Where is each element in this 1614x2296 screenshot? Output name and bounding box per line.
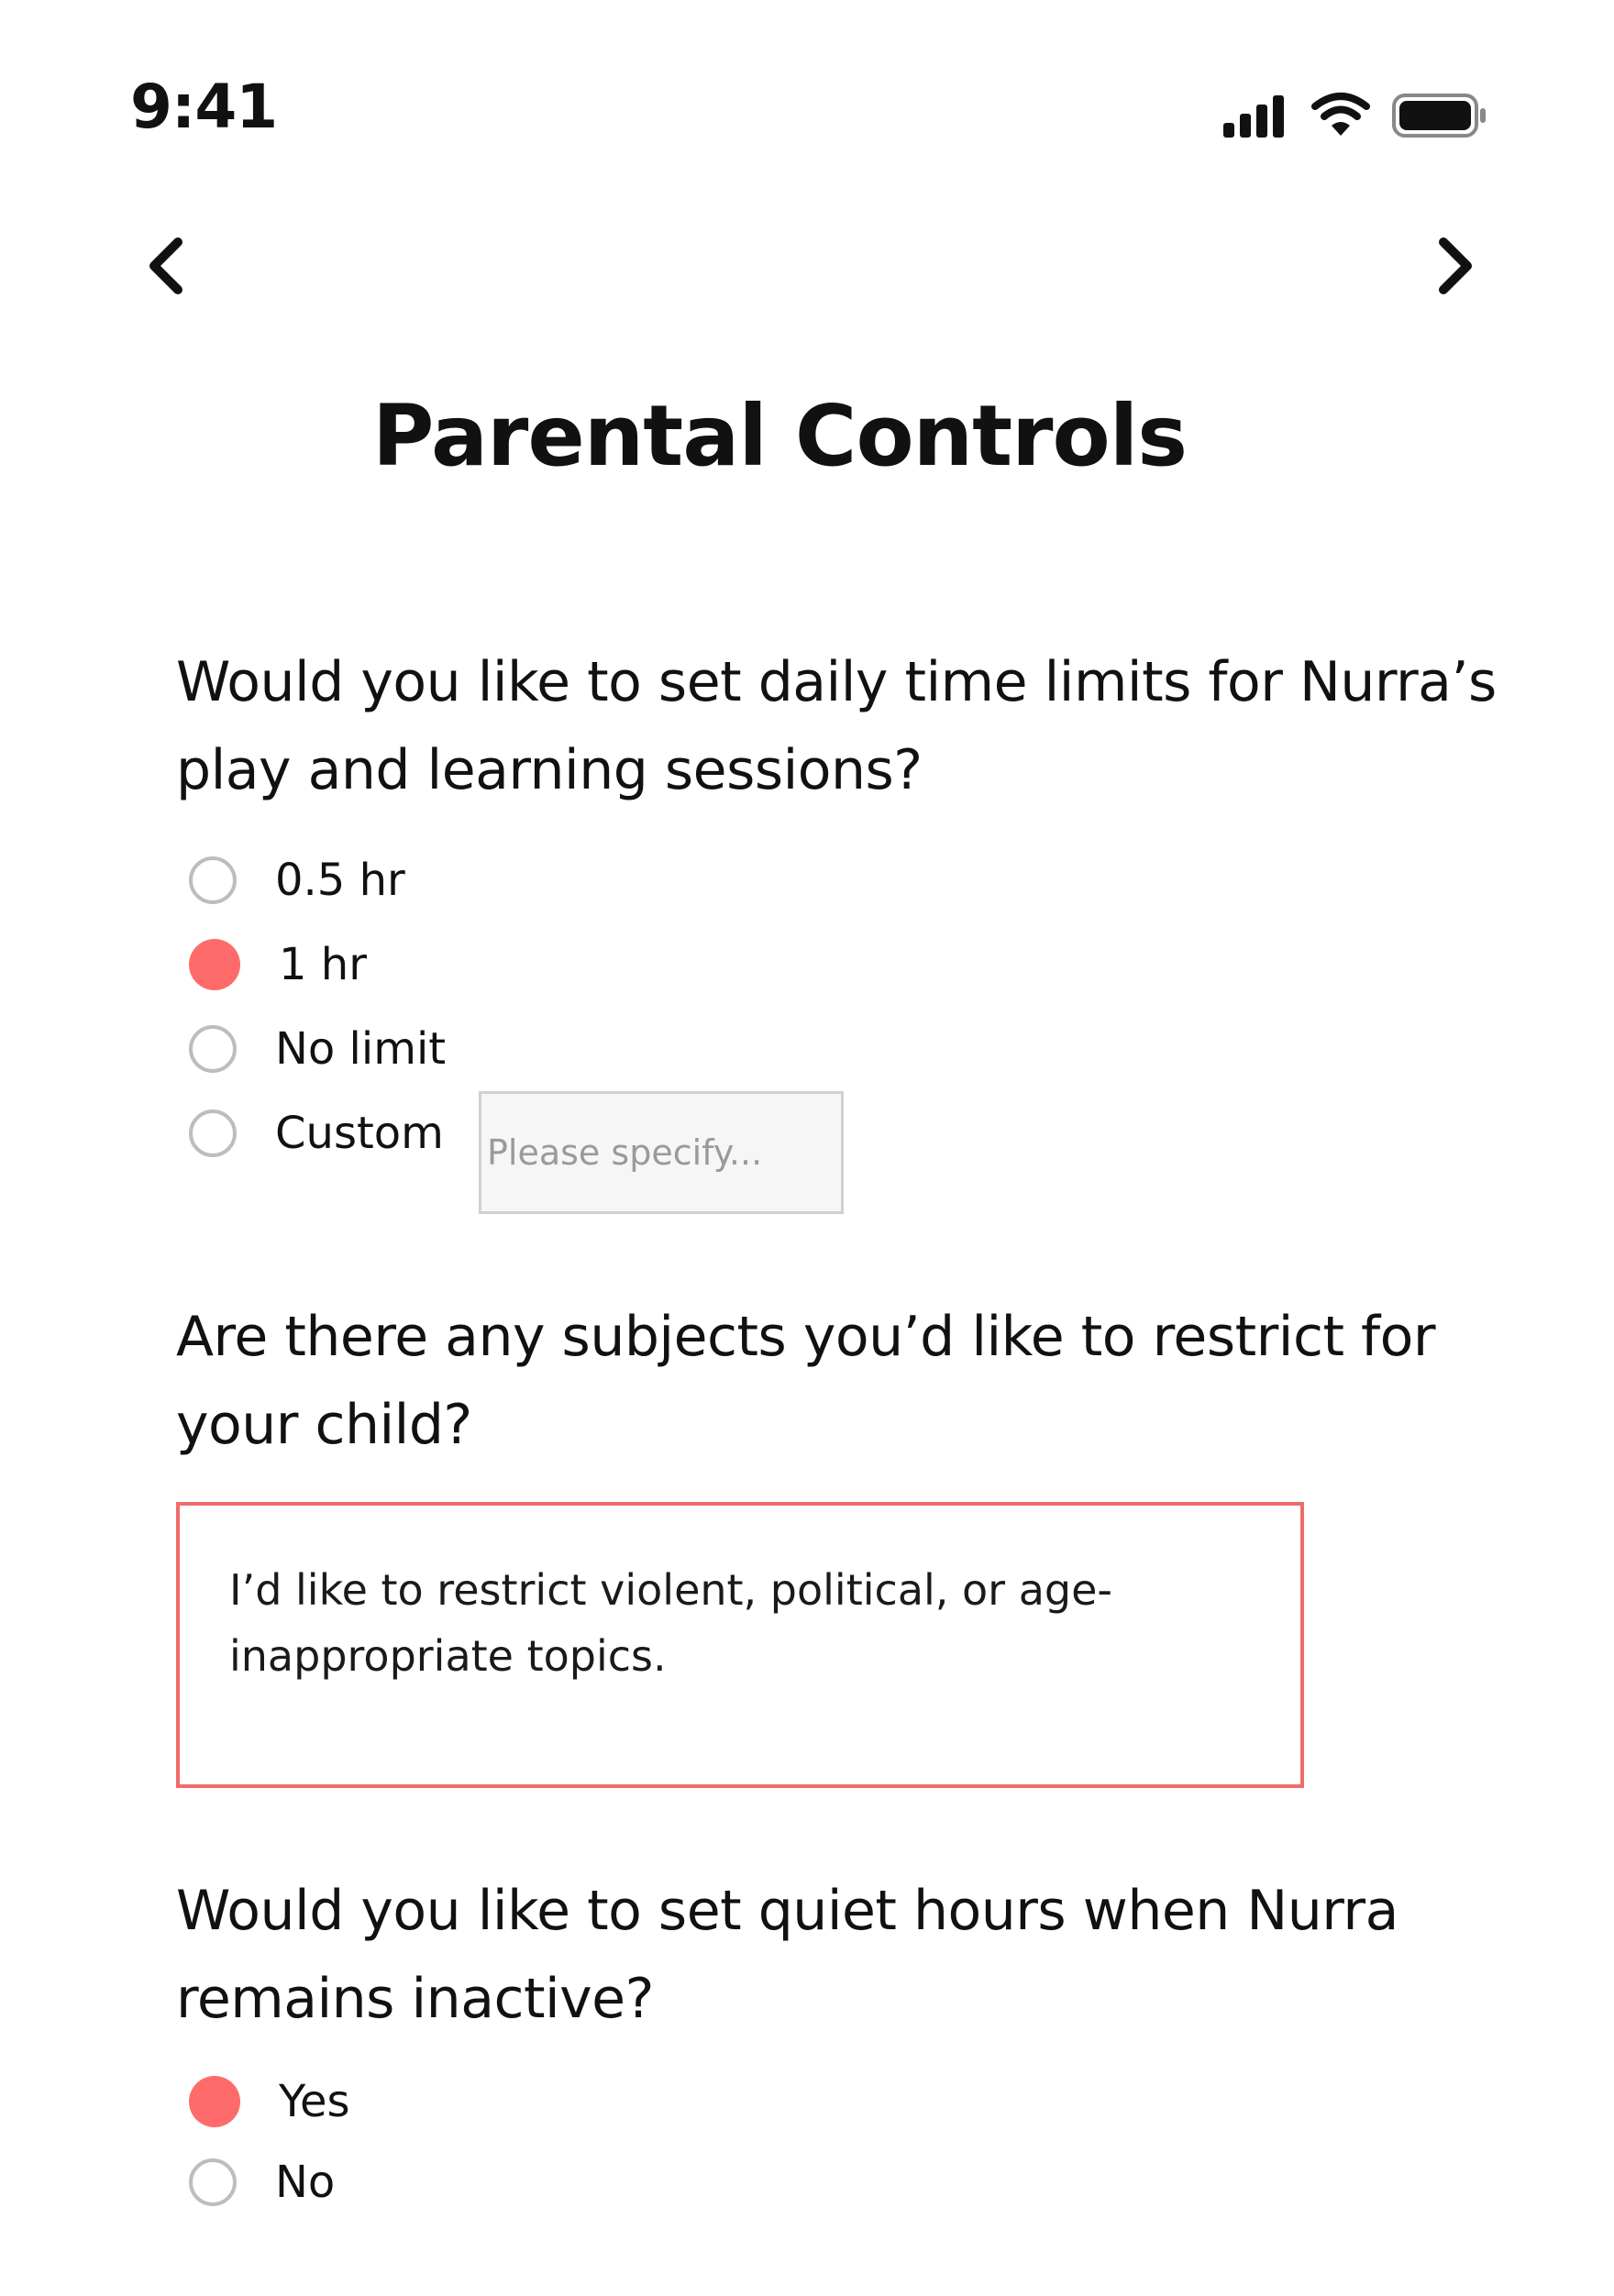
option-label: 1 hr bbox=[279, 939, 367, 990]
radio-unselected[interactable] bbox=[189, 1025, 237, 1073]
option-custom[interactable] bbox=[189, 1104, 444, 1163]
option-label: Custom bbox=[275, 1108, 444, 1159]
status-icons bbox=[1220, 90, 1495, 141]
option-yes[interactable] bbox=[189, 2072, 349, 2131]
question-restrict-subjects: Are there any subjects you’d like to restrict for your child? bbox=[176, 1305, 1436, 1457]
chevron-left-icon bbox=[130, 229, 204, 303]
radio-selected[interactable] bbox=[189, 939, 240, 990]
option-0-5-hr[interactable] bbox=[189, 851, 405, 910]
radio-unselected[interactable] bbox=[189, 856, 237, 904]
radio-selected[interactable] bbox=[189, 2076, 240, 2127]
option-1-hr[interactable] bbox=[189, 935, 367, 994]
restrict-subjects-textarea[interactable]: I’d like to restrict violent, political, or age-inappropriate topics. bbox=[176, 1502, 1304, 1788]
cellular-signal-icon bbox=[1223, 95, 1289, 138]
page-title: Parental Controls bbox=[372, 387, 1187, 485]
radio-unselected[interactable] bbox=[189, 2158, 237, 2206]
question-daily-time-limit: Would you like to set daily time limits for Nurra’s play and learning sessions? bbox=[176, 650, 1497, 802]
battery-icon bbox=[1392, 94, 1487, 138]
option-no[interactable] bbox=[189, 2153, 335, 2212]
option-label: Yes bbox=[279, 2076, 350, 2127]
back-button[interactable] bbox=[130, 229, 204, 303]
question-quiet-hours: Would you like to set quiet hours when Nurra remains inactive? bbox=[176, 1879, 1398, 2031]
option-label: No limit bbox=[275, 1023, 447, 1075]
forward-button[interactable] bbox=[1418, 229, 1491, 303]
status-time: 9:41 bbox=[130, 72, 278, 142]
option-no-limit[interactable] bbox=[189, 1020, 446, 1078]
custom-time-input[interactable] bbox=[479, 1091, 844, 1214]
radio-unselected[interactable] bbox=[189, 1109, 237, 1157]
chevron-right-icon bbox=[1418, 229, 1491, 303]
option-label: No bbox=[275, 2157, 336, 2208]
option-label: 0.5 hr bbox=[275, 855, 405, 906]
wifi-icon bbox=[1311, 92, 1370, 138]
